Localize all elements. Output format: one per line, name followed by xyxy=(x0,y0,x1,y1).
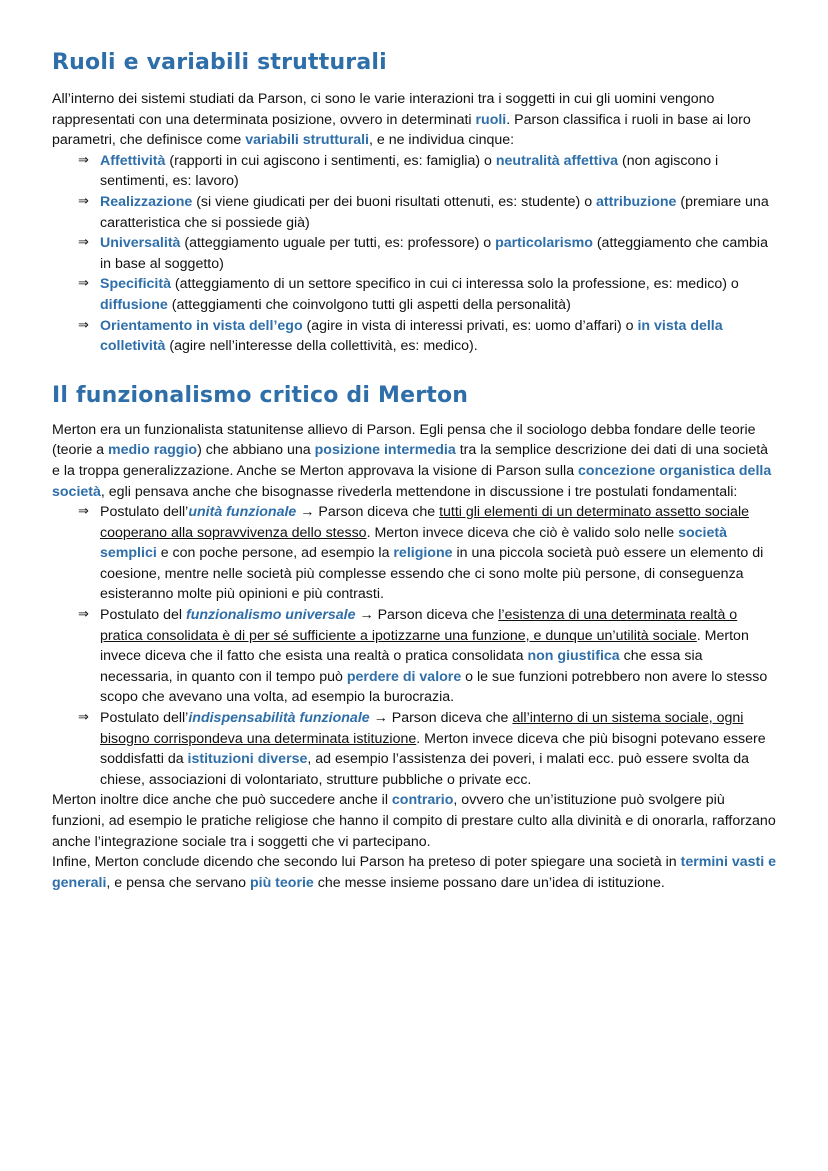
double-arrow-icon: ⇒ xyxy=(78,607,89,623)
double-arrow-icon: ⇒ xyxy=(78,193,89,209)
double-arrow-icon: ⇒ xyxy=(78,235,89,251)
postulati-list xyxy=(52,502,776,790)
list-item: ⇒ Specificità (atteggiamento di un settore specifico in cui ci interessa solo la professione, es: medico) o diffusione (atteggiamenti che coinvolgono tutti gli aspetti della personalità) xyxy=(78,276,739,313)
variabili-list xyxy=(52,151,776,357)
list-item: ⇒ Realizzazione (si viene giudicati per dei buoni risultati ottenuti, es: studente) o attribuzione (premiare una caratteristica che si possiede già) xyxy=(78,193,769,231)
double-arrow-icon: ⇒ xyxy=(78,710,89,726)
list-item: ⇒ Postulato del funzionalismo universale → Parson diceva che l’esistenza di una determinata realtà o pratica consolidata è di per sé sufficiente a ipotizzarne una funzione, e dunque un’utilità sociale. Merton invece diceva che il fatto che esista una realtà o pratica consolidata non giustifica che essa sia necessaria, in quanto con il tempo può perdere di valore o le sue funzioni potrebbero non avere lo stesso scopo che avevano una volta, ad esempio la burocrazia. xyxy=(78,607,768,706)
merton-intro-paragraph: Merton era un funzionalista statunitense allievo di Parson. Egli pensa che il sociologo debba fondare delle teorie (teorie a medio raggio) che abbiano una posizione intermedia tra la semplice descrizione dei dati di una società e la troppa generalizzazione. Anche se Merton approvava la visione di Parson sulla concezione organistica della società, egli pensava anche che bisognasse rivederla mettendone in discussione i tre postulati fondamentali: xyxy=(52,421,772,500)
list-item: ⇒ Postulato dell’indispensabilità funzionale → Parson diceva che all’interno di un sistema sociale, ogni bisogno corrispondeva una determinata istituzione. Merton invece diceva che più bisogni potevano essere soddisfatti da istituzioni diverse, ad esempio l’assistenza dei poveri, i malati ecc. può essere svolta da chiese, associazioni di volontariato, strutture pubbliche o private ecc. xyxy=(78,710,766,788)
merton-conclusion-paragraph: Infine, Merton conclude dicendo che secondo lui Parson ha preteso di poter spiegare una società in termini vasti e generali, e pensa che servano più teorie che messe insieme possano dare un’idea di istituzione. xyxy=(52,854,777,891)
list-item: ⇒ Universalità (atteggiamento uguale per tutti, es: professore) o particolarismo (atteggiamento che cambia in base al soggetto) xyxy=(78,235,768,272)
double-arrow-icon: ⇒ xyxy=(78,152,89,168)
ruoli-intro-paragraph: All’interno dei sistemi studiati da Parson, ci sono le varie interazioni tra i soggetti in cui gli uomini vengono rappresentati con una determinata posizione, ovvero in determinati ruoli. Parson classifica i ruoli in base ai loro parametri, che definisce come variabili strutturali, e ne individua cinque: xyxy=(52,91,751,149)
double-arrow-icon: ⇒ xyxy=(78,317,89,333)
merton-contrario-paragraph: Merton inoltre dice anche che può succedere anche il contrario, ovvero che un’istituzione può svolgere più funzioni, ad esempio le pratiche religiose che hanno il compito di prestare culto alla divinità e di onorarla, rafforzano anche l’integrazione sociale tra i soggetti che vi partecipano. xyxy=(52,792,776,850)
section-title-ruoli: Ruoli e variabili strutturali xyxy=(52,50,387,75)
list-item: ⇒ Orientamento in vista dell’ego (agire in vista di interessi privati, es: uomo d’affari) o in vista della colletività (agire nell’interesse della collettività, es: medico). xyxy=(78,317,723,355)
list-item: ⇒ Postulato dell’unità funzionale → Parson diceva che tutti gli elementi di un determinato assetto sociale cooperano alla sopravvivenza dello stesso. Merton invece diceva che ciò è valido solo nelle società semplici e con poche persone, ad esempio la religione in una piccola società può essere un elemento di coesione, mentre nelle società più complesse essendo che ci sono molte più persone, di conseguenza esisteranno molte più opinioni e più contrasti. xyxy=(78,504,764,603)
list-item: ⇒ Affettività (rapporti in cui agiscono i sentimenti, es: famiglia) o neutralità affettiva (non agiscono i sentimenti, es: lavoro) xyxy=(78,152,719,190)
section-title-merton: Il funzionalismo critico di Merton xyxy=(52,382,469,408)
double-arrow-icon: ⇒ xyxy=(78,504,89,520)
double-arrow-icon: ⇒ xyxy=(78,276,89,292)
